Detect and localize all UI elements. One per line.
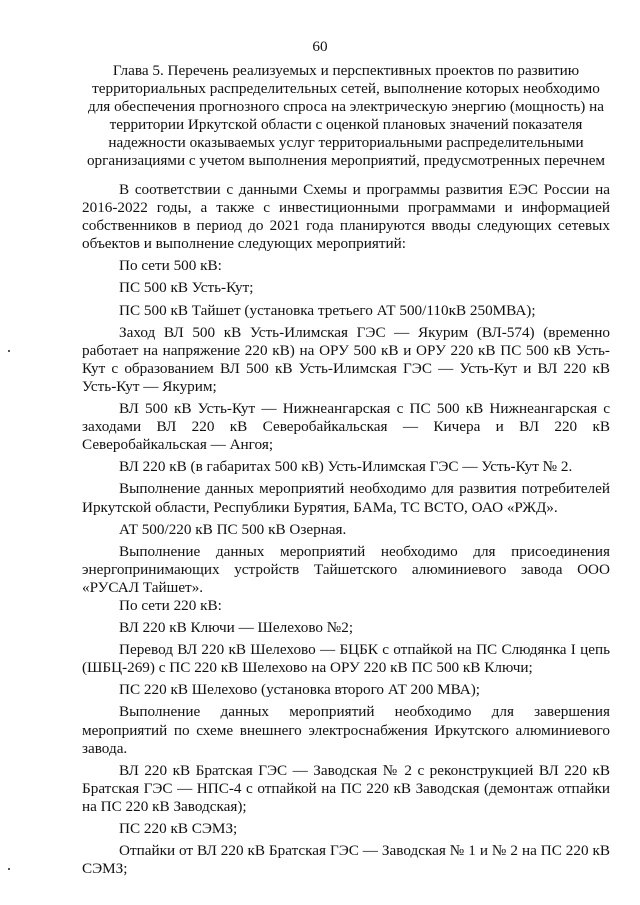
heading-line: организациями с учетом выполнения мероприятий, предусмотренных перечнем xyxy=(86,152,606,170)
paragraph: ВЛ 500 кВ Усть-Кут — Нижнеангарская с ПС 500 кВ Нижнеангарская с заходами ВЛ 220 кВ Северобайкальская — Кичера и ВЛ 220 кВ Северобайкальская — Ангоя; xyxy=(82,400,610,454)
paragraph: Отпайки от ВЛ 220 кВ Братская ГЭС — Заводская № 1 и № 2 на ПС 220 кВ СЭМЗ; xyxy=(82,842,610,878)
scan-speck xyxy=(8,868,10,870)
paragraph: АТ 500/220 кВ ПС 500 кВ Озерная. xyxy=(119,520,347,538)
document-body xyxy=(82,181,610,878)
paragraph: ПС 500 кВ Тайшет (установка третьего АТ 500/110кВ 250МВА); xyxy=(119,301,536,319)
paragraph: ПС 220 кВ Шелехово (установка второго АТ 200 МВА); xyxy=(119,681,481,699)
heading-line: территориальных распределительных сетей, выполнение которых необходимо xyxy=(92,80,600,98)
paragraph: ВЛ 220 кВ (в габаритах 500 кВ) Усть-Илимская ГЭС — Усть-Кут № 2. xyxy=(119,458,573,476)
paragraph: ПС 500 кВ Усть-Кут; xyxy=(119,279,254,297)
paragraph: Выполнение данных мероприятий необходимо для присоединения энергопринимающих устройств Тайшетского алюминиевого завода ООО «РУСАЛ Тайшет». xyxy=(82,542,610,596)
page-number: 60 xyxy=(312,38,328,55)
paragraph: Выполнение данных мероприятий необходимо для завершения мероприятий по схеме внешнего электроснабжения Иркутского алюминиевого завода. xyxy=(82,703,610,757)
paragraph: Перевод ВЛ 220 кВ Шелехово — БЦБК с отпайкой на ПС Слюдянка I цепь (ШБЦ-269) с ПС 220 кВ Шелехово на ОРУ 220 кВ ПС 500 кВ Ключи; xyxy=(82,641,610,677)
paragraph: Выполнение данных мероприятий необходимо для развития потребителей Иркутской области, Республики Бурятия, БАМа, ТС ВСТО, ОАО «РЖД». xyxy=(82,480,610,516)
paragraph: По сети 220 кВ: xyxy=(119,596,222,614)
paragraph: Заход ВЛ 500 кВ Усть-Илимская ГЭС — Якурим (ВЛ-574) (временно работает на напряжение 220 кВ) на ОРУ 500 кВ и ОРУ 220 кВ ПС 500 кВ Усть-Кут с образованием ВЛ 500 кВ Усть-Илимская ГЭС — Усть-Кут и ВЛ 220 кВ Усть-Кут — Якурим; xyxy=(82,323,610,395)
heading-line: для обеспечения прогнозного спроса на электрическую энергию (мощность) на xyxy=(87,98,605,116)
heading-line: Глава 5. Перечень реализуемых и перспективных проектов по развитию xyxy=(112,62,580,79)
paragraph: В соответствии с данными Схемы и программы развития ЕЭС России на 2016-2022 годы, а также с инвестиционными программами и информацией собственников в период до 2021 года планируются вводы следующих сетевых объектов и выполнение следующих мероприятий: xyxy=(82,181,610,253)
paragraph: ВЛ 220 кВ Ключи — Шелехово №2; xyxy=(119,619,354,637)
heading-line: надежности оказываемых услуг территориальными распределительными xyxy=(108,134,584,152)
paragraph: ВЛ 220 кВ Братская ГЭС — Заводская № 2 с реконструкцией ВЛ 220 кВ Братская ГЭС — НПС-4 с отпайкой на ПС 220 кВ Заводская (демонтаж отпайки на ПС 220 кВ Заводская); xyxy=(82,761,610,815)
chapter-heading xyxy=(82,62,610,171)
heading-line: территории Иркутской области с оценкой плановых значений показателя xyxy=(109,116,583,134)
paragraph: По сети 500 кВ: xyxy=(119,257,222,275)
paragraph: ПС 220 кВ СЭМЗ; xyxy=(119,820,238,837)
scan-speck xyxy=(8,350,10,352)
